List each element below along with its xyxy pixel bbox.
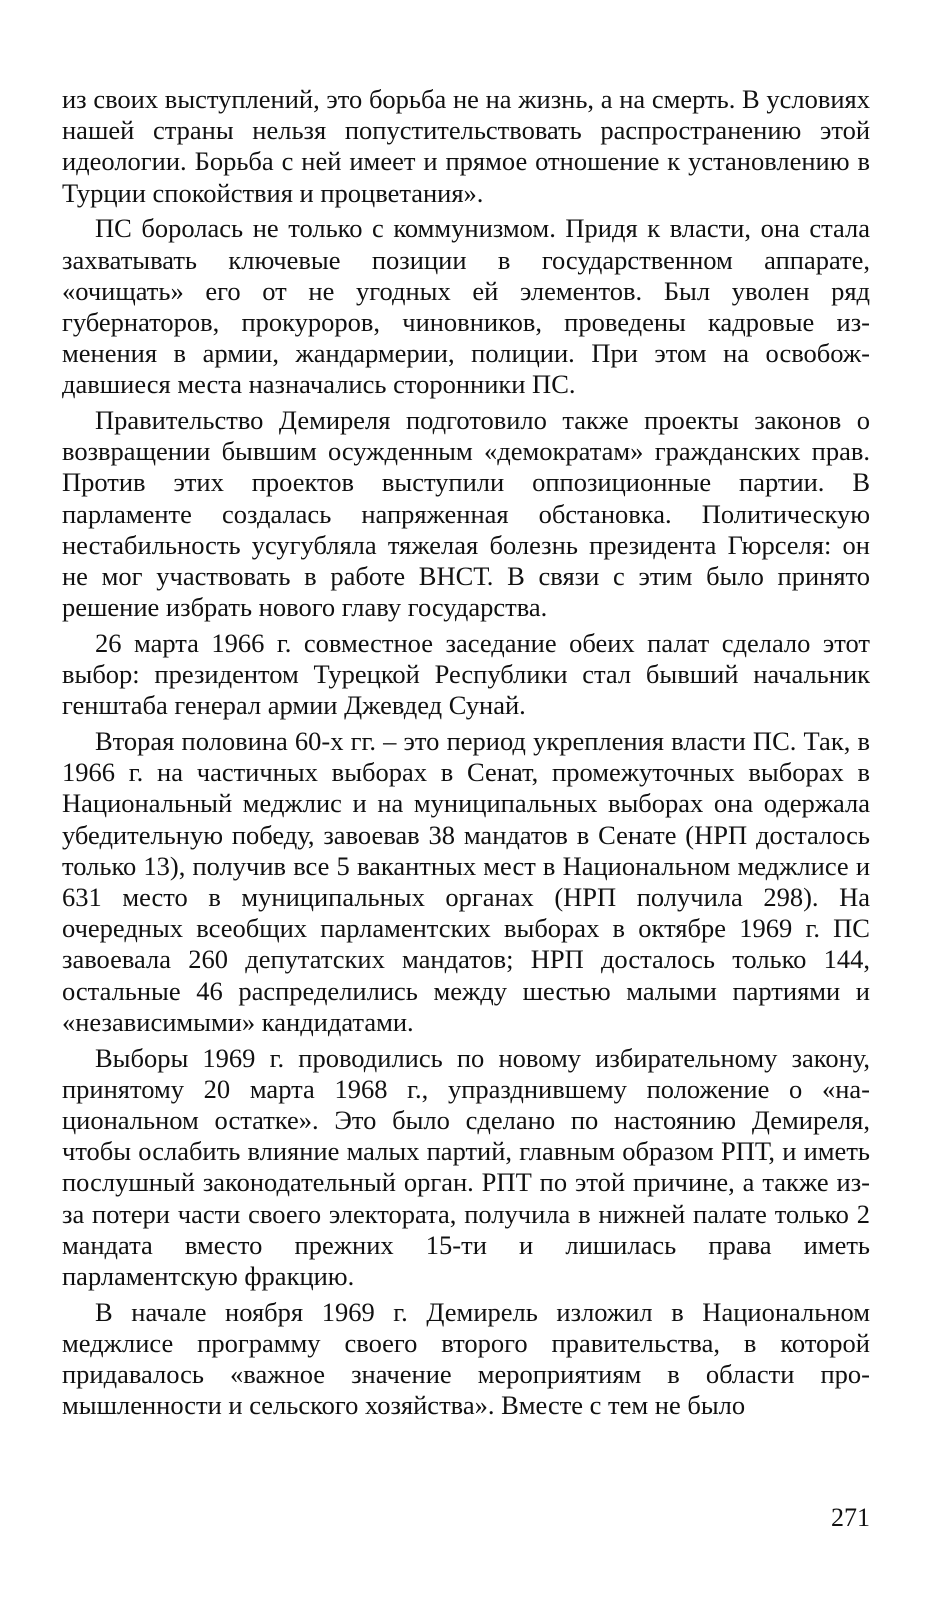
paragraph: Вторая половина 60-х гг. – это период укрепления власти ПС. Так, в 1966 г. на частичных выборах в Сенат, промежуточных выборах в Национальный меджлис и на муниципальных выборах она одержала убедительную победу, завоевав 38 мандатов в Сенате (НРП досталось только 13), получив все 5 вакантных мест в Национальном меджлисе и 631 место в муниципальных органах (НРП получила 298). На очередных всеобщих парламентских выборах в октябре 1969 г. ПС завоевала 260 депутатских мандатов; НРП досталось только 144, остальные 46 распределились между шестью малыми партиями и «независимыми» кандидатами.	[62, 726, 870, 1037]
paragraph: ПС боролась не только с коммунизмом. Придя к власти, она стала захватывать ключевые позиции в государственном аппарате, «очищать» его от не угодных ей элементов. Был уволен ряд губернаторов, прокуроров, чиновников, проведены кадровые изменения в армии, жандармерии, полиции. При этом на освобождавшиеся места назначались сторонники ПС.	[62, 213, 870, 400]
paragraph: В начале ноября 1969 г. Демирель изложил в Национальном меджлисе программу своего второго правительства, в которой придавалось «важное значение мероприятиям в области промышленности и сельского хозяйства». Вместе с тем не было	[62, 1296, 870, 1421]
paragraph: 26 марта 1966 г. совместное заседание обеих палат сделало этот выбор: президентом Турецкой Республики стал бывший начальник генштаба генерал армии Джевдед Сунай.	[62, 627, 870, 721]
paragraph: Выборы 1969 г. проводились по новому избирательному закону, принятому 20 марта 1968 г., упразднившему положение о «национальном остатке». Это было сделано по настоянию Демиреля, чтобы ослабить влияние малых партий, главным образом РПТ, и иметь послушный законодательный орган. РПТ по этой причине, а также из-за потери части своего электората, получила в нижней палате только 2 мандата вместо прежних 15-ти и лишилась права иметь парламентскую фракцию.	[62, 1042, 870, 1292]
page-body	[62, 84, 870, 1426]
page-number: 271	[831, 1503, 870, 1532]
paragraph-continuation: из своих выступлений, это борьба не на жизнь, а на смерть. В условиях нашей страны нельзя попустительствовать распространению этой идеологии. Борьба с ней имеет и прямое отношение к установлению в Турции спокойствия и процветания».	[62, 84, 870, 208]
paragraph: Правительство Демиреля подготовило также проекты законов о возвращении бывшим осужденным «демократам» гражданских прав. Против этих проектов выступили оппозиционные партии. В парламенте создалась напряженная обстановка. Политическую нестабильность усугубляла тяжелая болезнь президента Гюрселя: он не мог участвовать в работе ВНСТ. В связи с этим было принято решение избрать нового главу государства.	[62, 405, 870, 623]
